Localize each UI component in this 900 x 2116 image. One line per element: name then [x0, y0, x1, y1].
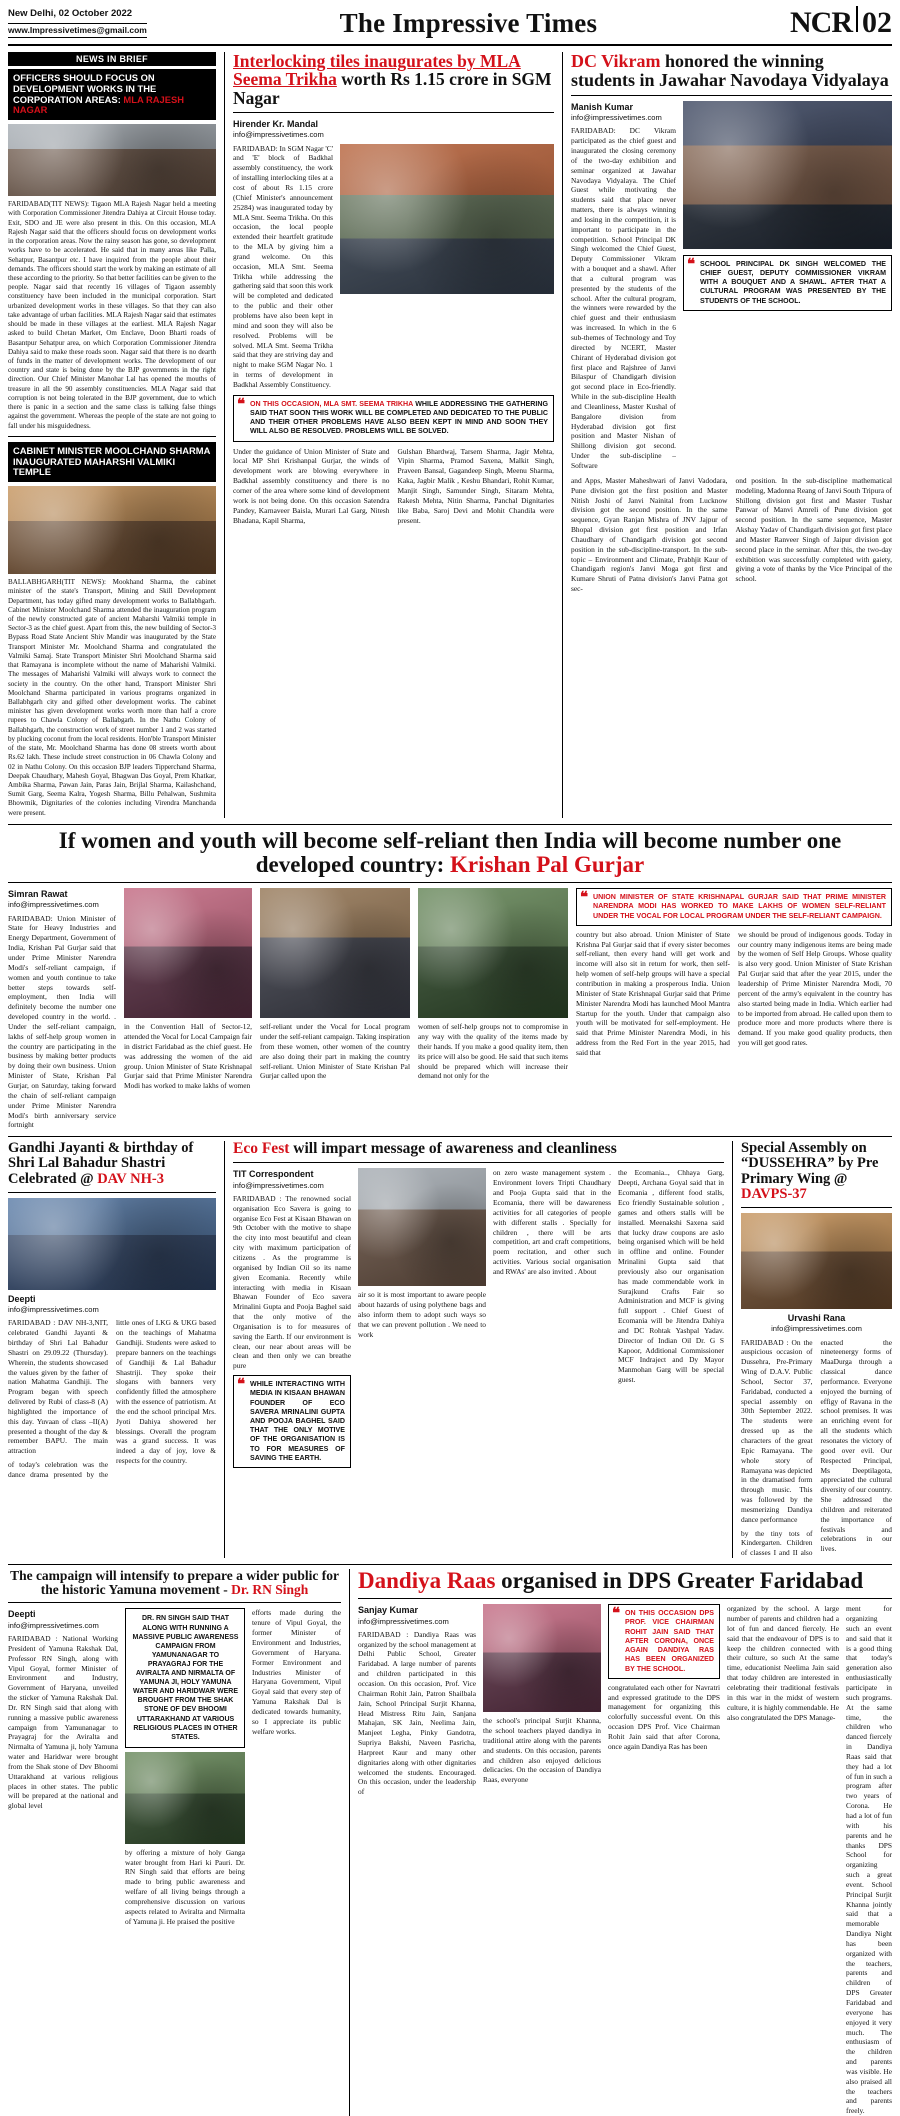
dcvikram-p2: and Apps, Master Maheshwari of Janvi Vadodara, Pune division got the first position and Master Nitish Joshi of Janvi Nainital from Lucknow division got the second position. In the same sequence, Gyan Ranjan Mishra of JNV Jajpur of Bhopal division got first position and Irfan Chaudhary of Chandigarh division got second position in the sub-discipline-transport. In the sub-topic – Environment and Climate, Prabhjit Kaur of Chandigarh region's Janvi Moga got first and Kumare Shruti of Patna division's Janvi Patna got sec-: [571, 475, 728, 594]
ecofest-article: [224, 1141, 724, 1558]
yamuna-email: info@impressivetimes.com: [8, 1620, 99, 1630]
brief-headline-black: OFFICERS SHOULD FOCUS ON DEVELOPMENT WORKS IN THE CORPORATION AREAS:: [13, 72, 157, 105]
yamuna-author: Deepti: [8, 1609, 36, 1620]
dandiya-byline: [358, 1604, 476, 1627]
dandiya-author: Sanjay Kumar: [358, 1605, 419, 1616]
masthead: [8, 6, 892, 46]
selfreliant-headline: [8, 829, 892, 877]
dcvikram-p3: ond position. In the sub-discipline mathematical modeling, Madonna Reang of Janvi South Tripura of Shillong division got first and Master Tushar Panwar of Manvi Amreli of Pune division got second position. In the same sequence, Master Akshay Yadav of Chandigarh division got first place and Master Ranveer Singh of Jaipur division got second place in the seminar. After this, the two-day exhibition was successfully completed with gaiety, giving a vote of thanks by the Vice Principal of the school.: [735, 475, 892, 584]
quote-mark-icon: ❝: [612, 1606, 621, 1623]
band-top: [8, 52, 892, 818]
yamuna-p1: FARIDABAD : National Working President of Yamuna Rakshak Dal, Professor RN Singh, along with Vipul Goyal, former Minister of Environment and Industry, Government of Haryana, unveiled the sticker of Yamuna Rakshak Dal. Dr. RN Singh said that along with running a massive public awareness campaign from Yamunanagar to Prayagraj for the Aviralta and Nirmalta of Yamuna ji, holy Yamuna water and Haridwar were brought from the Shak stone of Dev Bhoomi Uttarakhand at various religious places in other states. The public will be prepared at the national and global level: [8, 1633, 118, 1811]
dussehra-article: [732, 1141, 892, 1558]
dcvikram-photo: [683, 101, 892, 249]
masthead-email: www.Impressivetimes@gmail.com: [8, 23, 147, 38]
interlocking-p1: FARIDABAD: In SGM Nagar 'C' and 'E' block of Badkhal assembly constituency, the work of installing interlocking tiles at a cost of about Rs 1.15 crore (Chief Minister's announcement 25284) was inaugurated today by MLA Smt. Seema Trikha. On this occasion, the local people extended their heartfelt gratitude to the MLA by giving him a grand welcome. On this occasion, MLA Smt. Seema Trikha while addressing the gathering said that soon this work will be completed and dedicated to the public and their other problems have also been kept in mind and soon they will also be resolved. Problems will be solved. MLA Smt. Seema Trikha said that they are striving day and night to make SGM Nagar No. 1 in terms of development in Badkhal Assembly Constituency.: [233, 143, 333, 389]
brief-photo: [8, 124, 216, 196]
edition-label: NCR: [790, 6, 852, 39]
gandhi-byline: [8, 1293, 216, 1316]
selfreliant-author: Simran Rawat: [8, 889, 68, 900]
interlocking-quote-label: ON THIS OCCASION, MLA SMT. SEEMA TRIKHA: [250, 399, 414, 408]
yamuna-headline-red: Dr. RN Singh: [231, 1582, 309, 1598]
gandhi-email: info@impressivetimes.com: [8, 1305, 99, 1315]
interlocking-headline-red: Interlocking tiles inaugurates by MLA Seema Trikha: [233, 51, 521, 90]
selfreliant-photo-col2: [260, 888, 410, 1130]
selfreliant-text-col: [576, 888, 892, 1130]
selfreliant-body: [576, 930, 892, 1058]
dussehra-photo: [741, 1213, 892, 1309]
selfreliant-photo-col3: [418, 888, 568, 1130]
yamuna-headline-black: The campaign will intensify to prepare a wider public for the historic Yamuna movement -: [10, 1568, 339, 1598]
ecofest-p3: on zero waste management system . Environment lovers Tripti Chaudhary and Pooja Gupta said that in the Ecomania, there will be dawareness activities for all categories of people with different stalls . Specially for children , there will be arts competition, art and craft competitions, poem recitation, and other such activities. Various social organisation and RWAs' are also invited . About: [493, 1168, 611, 1276]
dcvikram-headline-red: DC Vikram: [571, 51, 661, 71]
page-number: 02: [862, 6, 892, 39]
dcvikram-body: [571, 476, 892, 594]
yamuna-byline: [8, 1608, 118, 1631]
selfreliant-quote: [576, 888, 892, 926]
band-middle: [8, 1141, 892, 1558]
interlocking-p2: Under the guidance of Union Minister of State and local MP Shri Krishanpal Gurjar, the winds of development work are blowing everywhere in Badkhal assembly constituency and there is no corner of the area where some kind of development work is not being done. On this occasion Satendra Pandey, Karnaveer Baisla, Murari Lal Garg, Nitesh Bhadana, Kapil Sharma,: [233, 446, 390, 525]
dcvikram-author: Manish Kumar: [571, 101, 634, 112]
ecofest-p1: FARIDABAD : The renowned social organisation Eco Savera is going to organise Eco Fest at Kisaan Bhawan on 9th October with the motive to shape the city into most beautiful and clean city with maximum participation of citizens . As the programme is organised by Indian Oil so its name given Ecomania. Recently while interacting with media in Kisaan Bhawan Founder of Eco savera Mrinalini Gupta and Pooja Baghel said that the only motive of the Organisation is to for measures of saving the Earth. If our environment is clean, our near about areas will be clean and then only we can breathe pure: [233, 1193, 351, 1371]
dcvikram-headline-black: honored the winning students in Jawahar Navodaya Vidyalaya: [571, 51, 889, 90]
interlocking-body: [233, 447, 554, 530]
dcvikram-email: info@impressivetimes.com: [571, 113, 662, 123]
band-bottom: [8, 1569, 892, 2116]
interlocking-article: [224, 52, 554, 818]
interlocking-author: Hirender Kr. Mandal: [233, 119, 319, 130]
interlocking-email: info@impressivetimes.com: [233, 130, 324, 140]
ecofest-quote-text: WHILE INTERACTING WITH MEDIA IN KISAAN BHAWAN FOUNDER OF ECO SAVERA MRINALINI GUPTA AND POOJA BAGHEL SAID THAT THE ONLY MOTIVE OF THE ORGANISATION IS TO FOR MEASURES OF SAVING THE EARTH.: [250, 1380, 345, 1462]
dussehra-headline: [741, 1141, 892, 1202]
dandiya-p2: the school's principal Surjit Khanna, the school teachers played dandiya in traditional attire along with the parents and students. On this occasion, parents and children also enjoyed delicious delicacies. On the occasion of Dandiya Raas, everyone: [483, 1716, 602, 1785]
masthead-date: New Delhi, 02 October 2022: [8, 7, 133, 19]
ecofest-author: TIT Correspondent: [233, 1169, 314, 1180]
gandhi-headline-red: DAV NH-3: [97, 1170, 164, 1187]
gandhi-photo: [8, 1198, 216, 1290]
dussehra-body: [741, 1338, 892, 1559]
dussehra-author: Urvashi Rana: [787, 1313, 846, 1324]
selfreliant-photo-col: [124, 888, 252, 1130]
dussehra-p2: by the tiny tots of Kindergarten. Children of classes I and II also enacted the nineteenergy forms of MaaDurga through a classical dance performance. Everyone enjoyed the burning of effigy of Ravana in the school premises. It was an enriching event for all the students which resonates the victory of good over evil. Our Respected Principal, Ms Deeptilagota, appreciated the cultural diversity of our country. She addressed the children and reiterated the importance of festivals and celebrations in our lives.: [741, 1337, 892, 1558]
dussehra-byline: [741, 1312, 892, 1335]
selfreliant-p1: FARIDABAD: Union Minister of State for Heavy Industries and Energy Department, Government of India, Krishan Pal Gurjar said that under Prime Minister Narendra Modi's self-reliant campaign, if women and youth continue to take better steps towards self-employment, then India will definitely become the number one developed country in the world. . Under the self-reliant campaign, lakhs of self-help group women in the country are participating in the business by making better products by doing their own business. Union Minister of State, Krishan Pal Gurjar, on Saturday, taking forward the chain of self-reliant campaign under Prime Minister Narendra Modi's birth anniversary service fortnight: [8, 913, 116, 1130]
dussehra-headline-red: DAVPS-37: [741, 1185, 807, 1202]
gandhi-body: [8, 1318, 216, 1480]
second-brief-headline: CABINET MINISTER MOOLCHAND SHARMA INAUGURATED MAHARSHI VALMIKI TEMPLE: [8, 442, 216, 482]
dcvikram-p1: FARIDABAD: DC Vikram participated as the chief guest and inaugurated the closing ceremony of the two-day exhibition and seminar organized at Jawahar Navodaya Vidyalaya. The Chief Guest while motivating the students said that place never matters, there is always winning and losing in the competition, it is important to participate in the competition. School Principal DK Singh welcomed the Chief Guest, Deputy Commissioner Vikram with a bouquet and a shawl. After that a cultural program was presented by the students of the school. After the cultural program, the winners were rewarded by the chief guest and their enthusiasm was increased. In which in the 6 sub-themes of Technology and Toy directed by NCERT, Master Chirant of Hyderabad division got first place and Rajshree of Janvi Bilaspur of Chandigarh division got second place in Eco-friendly. While in the sub-discipline Health and Cleanliness, Master Kushal of Bangalore division from Hyderabad division got first position and Master Nishan of Shillong division got second. Under the sub-discipline – Software: [571, 126, 676, 470]
dandiya-article: [349, 1569, 892, 2116]
yamuna-quote-text: DR. RN SINGH SAID THAT ALONG WITH RUNNING A MASSIVE PUBLIC AWARENESS CAMPAIGN FROM YAMUNANAGAR TO PRAYAGRAJ FOR THE AVIRALTA AND NIRMALTA OF YAMUNA JI, HOLY YAMUNA WATER AND HARIDWAR WERE BROUGHT FROM THE SHAK STONE OF DEV BHOOMI UTTARAKHAND AT VARIOUS RELIGIOUS PLACES IN OTHER STATES.: [132, 1615, 239, 1741]
quote-mark-icon: ❝: [237, 396, 246, 413]
yamuna-photo: [125, 1752, 245, 1844]
ecofest-headline-red: Eco Fest: [233, 1140, 290, 1158]
dandiya-quote-text: ON THIS OCCASION DPS PROF. VICE CHAIRMAN ROHIT JAIN SAID THAT AFTER CORONA, ONCE AGAIN DANDIYA RAS HAS BEEN ORGANIZED BY THE SCHOOL.: [625, 1609, 715, 1673]
ecofest-headline: [233, 1141, 724, 1157]
selfreliant-byline: [8, 888, 116, 911]
selfreliant-photo-left: [124, 888, 252, 1018]
brief-body: FARIDABAD(TIT NEWS): Tigaon MLA Rajesh Nagar held a meeting with Corporation Commissioner Jitendra Dahiya at Circuit House today. Exit, SDO and JE were also present in this. On this occasion, MLA Rajesh Nagar said that the officers should focus on development works in the corporation areas. Now the rainy season has gone, so development works have to be accelerated. He said that in many areas like Palla, Sehatpur, Basantpur etc. I have inquired from the people about their demands. The officers should start the work by making an estimate of all these according to the priority. So that better facilities can be given to the people. Nagar said that recently 16 villages of Tigaon assembly constituency have been included in the municipal corporation. Start urbanized development works in these villages. So that they can also take advantage of urban facilities. MLA Rajesh Nagar said that estimates should be made in these villages at the earliest. MLA Rajesh Nagar asked to build Chetan Market, Om Enclave, Doon Bharti roads of Basantpur Sehatpur area, on which Corporation Commissioner Jitendra Dahiya said to make these roads soon. Nagar said that there is no dearth of funds in the matter of development works. The development of our country and state is being done by the BJP governments in the right direction. Our Chief Minister Manohar Lal has opened the mouths of treasure in all the 90 assembly constituencies. MLA Nagar said that corruption is not being tolerated in the BJP government, due to which there is panic in a section and the same class is talking false things against the government. Whereas the people of the state are not going to fall under his misguidedness.: [8, 200, 216, 430]
dcvikram-article: [562, 52, 892, 818]
selfreliant-article: [8, 829, 892, 1130]
dandiya-headline-red: Dandiya Raas: [358, 1568, 496, 1594]
second-brief-photo: [8, 486, 216, 574]
newspaper-title: The Impressive Times: [339, 7, 598, 38]
yamuna-p2: by offering a mixture of holy Ganga water brought from Hari ki Pauri. Dr. RN Singh said that efforts are being made to bring public awareness and welfare of all living beings through a comprehensive discussion on various aspects related to Aviralta and Nirmalta of Yamuna ji. He praised the positive: [125, 1847, 245, 1926]
dussehra-email: info@impressivetimes.com: [771, 1324, 862, 1334]
selfreliant-quote-text: UNION MINISTER OF STATE KRISHNAPAL GURJAR SAID THAT PRIME MINISTER NARENDRA MODI HAS WORKED TO MAKE LAKHS OF WOMEN SELF-RELIANT UNDER THE VOCAL FOR LOCAL PROGRAM UNDER THE SELF-RELIANT CAMPAIGN.: [593, 893, 886, 920]
selfreliant-p2: in the Convention Hall of Sector-12, attended the Vocal for Local Campaign fair in district Faridabad as the chief guest. He was addressing the women of the aid group. Union Minister of State Krishnapal Gurjar said that Prime Minister Narendra Modi has worked to make lakhs of women: [124, 1022, 252, 1091]
news-in-brief-column: [8, 52, 216, 818]
dandiya-p1: FARIDABAD : Dandiya Raas was organized by the school management at Delhi Public School, Greater Faridabad. A large number of parents and children participated in this occasion. On this occasion, Prof. Vice Chairman Rohit Jain, Patron Shailbala Jain, School Principal Surjit Khanna, Head Mistress Ritu Jain, Sanjana Mahajan, SK Jain, Neelima Jain, Manjeet Legha, Pinky Gandotra, Supriya Bakshi, Naveen Pasricha, Harpreet Kaur and many other dignitaries along with other dignitaries welcomed the students. Encouraged. On this occasion, under the leadership of: [358, 1629, 477, 1797]
dcvikram-byline: [571, 101, 676, 124]
yamuna-article: [8, 1569, 341, 2116]
dandiya-email: info@impressivetimes.com: [358, 1616, 449, 1626]
selfreliant-email: info@impressivetimes.com: [8, 900, 99, 910]
dandiya-p3: congratulated each other for Navratri and expressed gratitude to the DPS management for organizing this colorfully successful event. On this occasion DPS Prof. Vice Chairman Rohit Jain said that after Corona, once again Dandiya Ras has been: [608, 1682, 721, 1751]
interlocking-headline-black: worth Rs 1.15 crore in SGM Nagar: [233, 69, 552, 108]
dussehra-headline-black: Special Assembly on “DUSSEHRA” by Pre Primary Wing @: [741, 1140, 879, 1187]
ecofest-headline-black: will impart message of awareness and cleanliness: [293, 1140, 617, 1158]
brief-headline-red: MLA RAJESH NAGAR: [13, 93, 185, 116]
interlocking-headline: [233, 52, 554, 107]
ecofest-byline: [233, 1168, 351, 1191]
ecofest-email: info@impressivetimes.com: [233, 1180, 324, 1190]
divider: [856, 6, 858, 32]
dcvikram-quote: [683, 255, 892, 311]
selfreliant-p5: country but also abroad. Union Minister of State Krishna Pal Gurjar said that if every sister becomes self-reliant, then every hand will get work and income will also sit in return for work, then self-help women of self-help groups will have a special contribution in making a prosperous India. Union Minister of State Krishnapal Gurjar said that Prime Minister Narendra Modi has launched Mool Mantra Startup for the youth. Under that campaign also youth will be motivated for self-employment. He said that Prime Minister Narendra Modi, in his address from the Red Fort in the year 2015, had said that: [576, 929, 730, 1057]
quote-mark-icon: ❝: [687, 256, 696, 273]
ecofest-photo: [358, 1168, 486, 1286]
gandhi-p2: of today's celebration was the dance drama presented by the little ones of LKG & UKG based on the teachings of Mahatma Gandhiji. Students were asked to prepare banners on the teachings of Gandhiji & Lal Bahadur Shastriji. They spoke their slogans with banners very confidently filled the atmosphere with the essence of patriotism. At the end the school principal Mrs. Jyoti Dahiya showered her blessings. Overall the program was a grand success. It was indeed a day of joy, love & respects for the country.: [8, 1318, 216, 1479]
quote-mark-icon: ❝: [580, 890, 589, 907]
dandiya-headline-black: organised in DPS Greater Faridabad: [501, 1568, 864, 1594]
selfreliant-photo-center: [260, 888, 410, 1018]
news-in-brief-label: NEWS IN BRIEF: [8, 52, 216, 66]
dandiya-p5: ment for organizing such an event and said that it is a good thing that today's generation also enthusiastically participate in such programs. At the same time, the children who danced fiercely in Dandiya Raas said that they had a lot of fun in such a program after two years of Corona. He had a lot of fun with his parents and he thanks DPS School for organizing such a great event. School Principal Surjit Khanna jointly said that a memorable Dandiya Night has been organized with the teachers, parents and children of DPS Greater Faridabad and everyone has enjoyed it very much. The enthusiasm of the children and parents was visible. He also praised all the teachers and parents freely.: [846, 1604, 892, 2116]
interlocking-byline: [233, 118, 554, 141]
second-brief-body: BALLABHGARH(TIT NEWS): Mookhand Sharma, the cabinet minister of the state's Transport, Mining and Skill Development Department, has today gifted many development works to Ballabhgarh. Cabinet Minister Moolchand Sharma attended the inauguration program of the newly constructed gate of ancient Maharshi Valmiki temple in Sector-3 as the chief guest. Apart from this, the new building of Sector-3 Bypass Road State Ancient Shiv Mandir was inaugurated by the State Transport Minister Mr. Moolchand Sharma and congratulated the Valmiki Samaj. State Transport Minister Shri Moolchand Sharma said that Ramayana is incomplete without the name of Maharishi Valmiki. The messages of Maharishi Valmiki will always work to connect the society in the country. On the other hand, Transport Minister Shri Moolchand Sharma participated in various programs organized in Ballabhgarh city and gifted other development works. The cabinet minister has given development works worth more than half a crore rupees to Chawla Colony of Ballabgarh. In the Nathu Colony of Ballabhgarh, the construction work of street number 1 and 2 was started by plucking coconut from the local residents. Hon'ble Transport Minister of the state, Mr. Moolchand Sharma has done 08 streets worth about Rs.62 lakh. These include street construction in 06 Chawla Colony and 02 in Nathu Colony. On this occasion BJP leaders Tipperchand Sharma, Deepak Chaudhary, Mahesh Goyal, Bhagwan Das Goyal, Prem Khatkar, Ambika Sharma, Pawan Jain, Paras Jain, Brijlal Sharma, Kailashchand, Sumit Garg, Seema Kalra, Yogesh Sharma, Billu Pehalwan, Sushmita Bhowmik, Dignitaries of the colonies including Virendra Manchanda were present.: [8, 578, 216, 817]
dcvikram-quote-text: SCHOOL PRINCIPAL DK SINGH WELCOMED THE CHIEF GUEST, DEPUTY COMMISSIONER VIKRAM WITH A BOUQUET AND A SHAWL. AFTER THAT A CULTURAL PROGRAM WAS PRESENTED BY THE STUDENTS OF THE SCHOOL.: [700, 259, 886, 305]
quote-mark-icon: ❝: [237, 1377, 246, 1394]
yamuna-quote: [125, 1608, 245, 1747]
gandhi-p1: FARIDABAD : DAV NH-3,NIT, celebrated Gandhi Jayanti & birthday of Shri Lal Bahadur Shastri on 29.09.22 (Thursday). Wherein, the students showcased the values given by the father of nation Mahatma Gandhiji. The Program began with speech delivered by Rubi of class-8 (A) highlighted the importance of this day. Yuvaan of class –II(A) presented a thought of the day & remember BAPU. The main attraction: [8, 1318, 108, 1456]
selfreliant-headline-black: If women and youth will become self-reliant then India will become number one developed country:: [58, 827, 842, 877]
ecofest-p4: the Ecomania.., Chhaya Garg, Deepti, Archana Goyal said that in Ecomania , different food stalls, Eco friendly Sustainable solution , games and others stalls will be installed. Meenakshi Saxena said that lucky draw coupons are aslo being organised which will be held in offline and online. Founder Mrinalini Gupta said that previously also our organisation has made commendable work in Surajkund Crafts Fair so Administration and MCF is giving full support . Chief Guest of Ecomania will be Jitendra Dahiya and DC Rohtak Yashpal Yadav. Director of Indian Oil Dr. G S Kapoor, Additional Commissioner MCF Indraject and Dy Mayor Manmohan Garg will be special guest.: [618, 1168, 724, 1385]
interlocking-quote-text: WHILE ADDRESSING THE GATHERING SAID THAT SOON THIS WORK WILL BE COMPLETED AND DEDICATED TO THE PUBLIC AND THEIR OTHER PROBLEMS HAVE ALSO BEEN KEPT IN MIND AND SOON THEY WILL ALSO BE RESOLVED. PROBLEMS WILL BE SOLVED.: [250, 399, 548, 436]
gandhi-article: [8, 1141, 216, 1558]
ecofest-quote: [233, 1375, 351, 1468]
selfreliant-p4: women of self-help groups not to compromise in any way with the quality of the items made by their hands. If you make a good quality item, then its price will also be good. He said that such items should be prepared which will increase their demand not only for the: [418, 1022, 568, 1081]
selfreliant-col1: [8, 888, 116, 1130]
ecofest-p2: air so it is most important to aware people about hazards of using polythene bags and also inform them to adopt such ways so that we can prevent pollution . We need to work: [358, 1290, 486, 1339]
interlocking-quote: [233, 395, 554, 442]
dandiya-p4: organized by the school. A large number of parents and children had a lot of fun and danced fiercely. He said that the endeavour of DPS is to keep the children connected with their culture, so such At the same time, educationist Neelima Jain said that today children are interested in celebrating their traditional festivals in this war in the midst of western culture, it is highly commendable. He also congratulated the DPS Manage-: [727, 1604, 840, 1722]
dussehra-p1: FARIDABAD : On the auspicious occasion of Dussehra, Pre-Primary Wing of D.A.V. Public School, Sector 37, Faridabad, conducted a special assembly on 30th September 2022. The students were dressed up as the characters of the great Epic Ramayana. The whole story of Ramayana was depicted in the dramatised form through music. This was followed by the mesmerizing Dandiya dance performance: [741, 1337, 813, 1524]
yamuna-headline: [8, 1569, 341, 1597]
dandiya-photo: [483, 1604, 601, 1712]
selfreliant-p6: we should be proud of indigenous goods. Today in our country many indigenous items are being made by the women of Self Help Groups. Whose quality is also very good. Union Minister of State Krishan Pal Gurjar said that after the year 2015, under the leadership of Prime Minister Narendra Modi, 70 percent of the army's equivalent in the country has also started being made in India. Which earlier had to be imported from abroad. He called upon them to produce more and more products where there is demand. If you make good quality products, then you will get good rates.: [738, 929, 892, 1048]
selfreliant-headline-red: Krishan Pal Gurjar: [449, 851, 645, 877]
interlocking-photo: [340, 144, 554, 294]
interlocking-p3: Gulshan Bhardwaj, Tarsem Sharma, Jagir Mehta, Vipin Sharma, Pramod Saxena, Malkit Singh, Praveen Bansal, Gagandeep Singh, Meenu Sharma, Kaka, Jagbir Malik , Keshu Bhandari, Rohit Kumar, Manjit Singh, Samunder Singh, Sitaram Mehta, Rakesh Mehta, Nitin Sharma, Panchal Dignitaries like Baba, Saroj Devi and Mohit Chandila were present.: [397, 446, 554, 525]
masthead-left: [8, 8, 147, 38]
gandhi-headline: [8, 1141, 216, 1187]
brief-headline: [8, 69, 216, 120]
masthead-right: [790, 6, 892, 40]
dcvikram-headline: [571, 52, 892, 90]
yamuna-p3: efforts made during the tenure of Vipul Goyal, the former Minister of Environment and Industries, Government of Haryana. Former Environment and Industries Minister of Haryana Government, Vipul Goyal said that every step of Yamuna Rakshak Dal is dedicated towards humanity, so I appreciate its public welfare works.: [252, 1608, 342, 1736]
gandhi-headline-black: Gandhi Jayanti & birthday of Shri Lal Bahadur Shastri Celebrated @: [8, 1140, 194, 1187]
dandiya-quote: [608, 1604, 720, 1679]
dandiya-headline: [358, 1569, 892, 1593]
selfreliant-photo-right: [418, 888, 568, 1018]
selfreliant-p3: self-reliant under the Vocal for Local program under the self-reliant campaign. Taking inspiration from these women, other women of the country are also doing their part in making the country self-reliant. Union Minister of State Krishan Pal Gurjar called upon the: [260, 1022, 410, 1081]
gandhi-author: Deepti: [8, 1293, 36, 1304]
